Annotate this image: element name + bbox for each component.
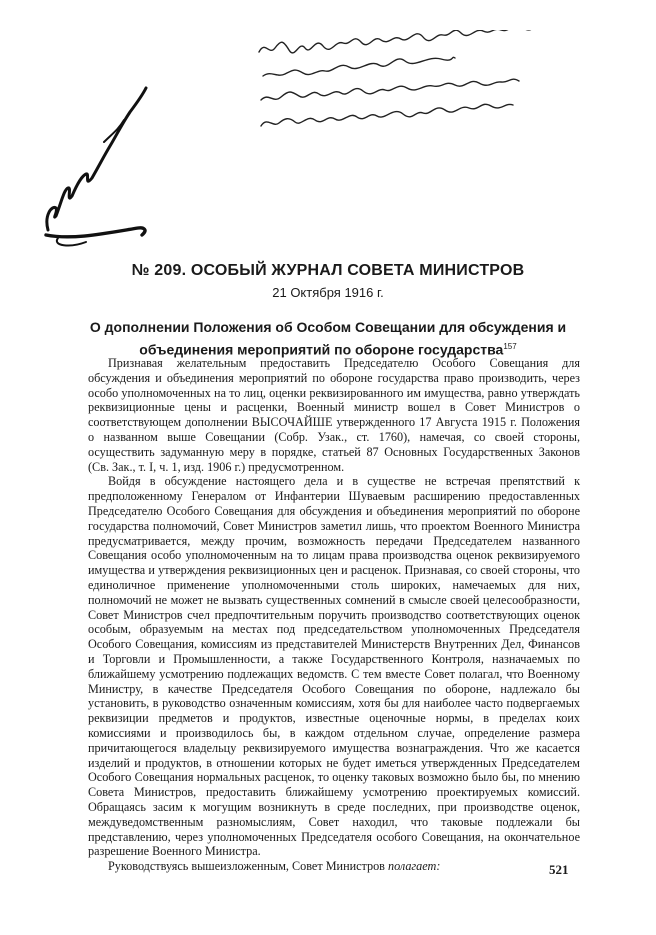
subtitle-line-1: О дополнении Положения об Особом Совещании для обсуждения и — [89, 319, 567, 335]
closing-paragraph — [88, 859, 580, 874]
handwritten-imperial-note — [255, 30, 625, 140]
footnote-reference: 157 — [503, 342, 517, 351]
document-heading — [0, 262, 656, 360]
document-title: № 209. ОСОБЫЙ ЖУРНАЛ СОВЕТА МИНИСТРОВ — [131, 262, 525, 279]
document-subtitle — [0, 318, 656, 360]
handwritten-note-drawing — [255, 30, 625, 140]
document-date: 21 Октября 1916 г. — [272, 285, 384, 300]
subtitle-line-2: объединения мероприятий по обороне государства — [139, 341, 504, 358]
paragraph-2: Войдя в обсуждение настоящего дела и в существе не встречая препятствий к предположенному Генералом от Инфантерии Шуваевым расширению предоставленных Председателю Особого Совещания для обсуждения и объединения мероприятий по обороне государства полномочий, Совет Министров заметил лишь, что проектом Военного Министра предусматривается, между прочим, возможность передачи Председателем названного Совещания особо уполномоченным на то лицам права производства оценок реквизируемого имущества и утверждения реквизиционных цен и расценок. Признавая, со своей стороны, что единоличное применение уполномоченными столь широких, намечаемых для них, полномочий не может не вызвать существенных сомнений в смысле своей целесообразности, Совет Министров счел предпочтительным поручить производство соответствующих оценок особым, образуемым на местах под председательством уполномоченных Председателя Особого Совещания, комиссиям из представителей Министерств Внутренних Дел, Финансов и Торговли и Промышленности, а также Государственного Контроля, назначаемых по ближайшему усмотрению подлежащих ведомств. С тем вместе Совет полагал, что Военному Министру, в качестве Председателя Особого Совещания по обороне, надлежало бы установить, в руководство означенным комиссиям, хотя бы для наиболее часто подвергаемых реквизиции предметов и продуктов, известные оценочные нормы, в пределах коих комиссиями и производилось бы, в каждом отдельном случае, определение размера причитающегося владельцу реквизируемого имущества вознаграждения. Что же касается изделий и продуктов, в отношении которых не будет иметься утвержденных Председателем Особого Совещания нормальных расценок, то оценку таковых возможно было бы, по мнению Совета Министров, предоставить ближайшему усмотрению проектируемых комиссий. Обращаясь засим к могущим возникнуть в среде последних, при производстве оценок, междуведомственным разномыслиям, Совет находил, что таковые подлежали бы представлению, через уполномоченных Председателя особого Совещания, на окончательное разрешение Военного Министра. — [88, 474, 580, 859]
closing-emphasis: полагает: — [387, 859, 441, 874]
page-number: 521 — [549, 862, 569, 877]
document-body — [88, 356, 580, 874]
handwritten-signature — [42, 80, 152, 255]
paragraph-1: Признавая желательным предоставить Председателю Особого Совещания для обсуждения и объединения мероприятий по обороне государства право производить, через особо уполномоченных на то лиц, оценки реквизированного им имущества, равно утверждать реквизиционные цены и расценки, Военный министр вошел в Совет Министров о соответствующем дополнении ВЫСОЧАЙШЕ утвержденного 17 Августа 1915 г. Положения о названном выше Совещании (Собр. Узак., ст. 1760), намечая, со своей стороны, осуществить задуманную меру в порядке, статьей 87 Основных Государственных Законов (Св. Зак., т. I, ч. 1, изд. 1906 г.) предусмотренном. — [88, 356, 580, 474]
closing-text: Руководствуясь вышеизложенным, Совет Министров — [108, 859, 388, 874]
signature-drawing — [42, 80, 152, 250]
